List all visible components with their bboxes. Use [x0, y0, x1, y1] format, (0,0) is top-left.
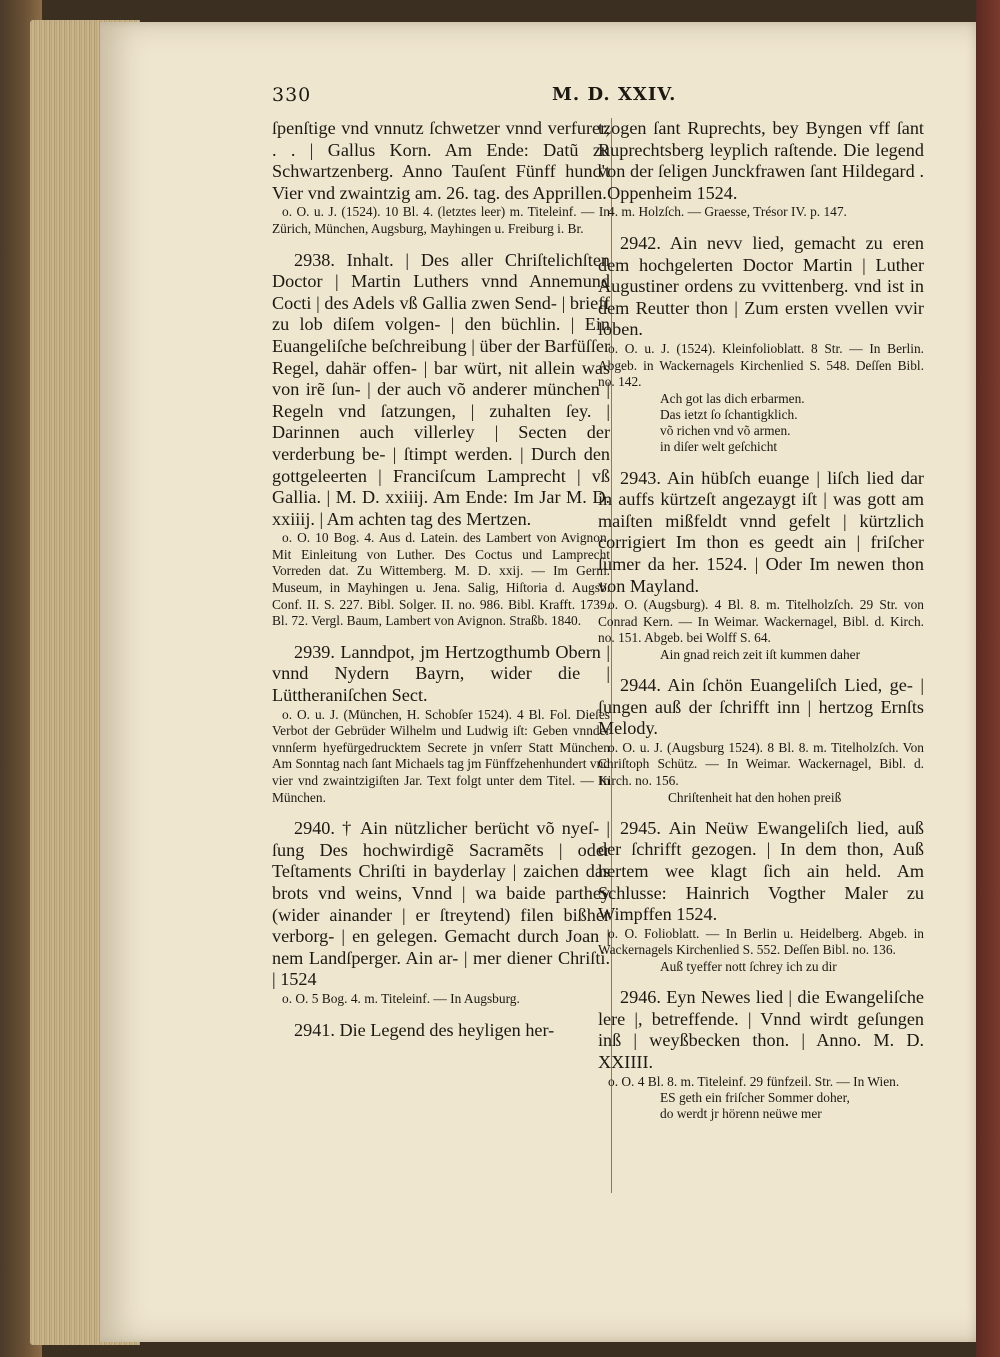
entry-text: 2940. † Ain nützlicher berücht võ nyeſ- | ſung Des hochwirdigẽ Sacramẽts | oder Teſtaments Chriſti in bayderlay | zaichen das brots vnd weins, Vnnd | wa baide parthey (wider ainander | er ſtreytend) filen bißher verborg- | en gelegen. Gemacht durch Joan | nem Landſperger. Ain ar- | mer diener Chriſti. | 1524 — [272, 818, 610, 990]
entry-2939 — [272, 642, 610, 806]
entry-continued-right — [598, 118, 924, 221]
page-number: 330 — [272, 84, 312, 106]
page-header — [272, 84, 962, 114]
entry-2941 — [272, 1020, 610, 1042]
entry-note: o. O. (Augsburg). 4 Bl. 8. m. Titelholzſch. 29 Str. von Conrad Kern. — In Weimar. Wackernagel, Bibl. d. Kirch. no. 151. Abgeb. bei Wolff S. 64. — [598, 597, 924, 646]
entry-note: o. O. 10 Bog. 4. Aus d. Latein. des Lambert von Avignon. Mit Einleitung von Luther. Des Coctus und Lamprecht Vorreden dat. Zu Wittemberg. M. D. xxij. — Im Germ. Museum, in Mayhingen u. Jena. Salig, Hiſtoria d. Augsb. Conf. II. S. 227. Bibl. Solger. II. no. 986. Bibl. Krafft. 1739. Bl. 72. Vergl. Baum, Lambert von Avignon. Straßb. 1840. — [272, 530, 610, 629]
entry-note: o. O. u. J. (1524). Kleinfolioblatt. 8 Str. — In Berlin. Abgeb. in Wackernagels Kirchenlied S. 548. Deſſen Bibl. no. 142. — [598, 340, 924, 390]
entry-note: o. O. u. J. (1524). 10 Bl. 4. (letztes leer) m. Titeleinf. — In Zürich, München, Augsburg, Mayhingen u. Freiburg i. Br. — [272, 204, 610, 236]
entry-text: tzogen ſant Ruprechts, bey Byngen vff ſant Ruprechtsberg leyplich raſtende. Die legend von der ſeligen Junckfrawen ſant Hildegard . . Oppenheim 1524. — [598, 118, 924, 203]
running-head: M. D. XXIV. — [552, 84, 677, 105]
entry-2946 — [598, 987, 924, 1122]
entry-2942 — [598, 233, 924, 456]
entry-note: 4. m. Holzſch. — Graesse, Trésor IV. p. 147. — [608, 204, 847, 220]
entry-text: 2938. Inhalt. | Des aller Chriſtelichſten Doctor | Martin Luthers vnnd Annemund Cocti | des Adels vß Gallia zwen Send- | brieff zu lob diſem volgen- | den büchlin. | Ein Euangeliſche beſchreibung | über der Barfüſſer Regel, dahär offen- | bar würt, nit allein was von irẽ ſun- | der auch võ anderer münchen | Regeln vnd ſatzungen, | zuhalten ſey. | Darinnen auch villerley | Secten der verderbung be- | ſtimpt werden. | Durch den gottgeleerten | Franciſcum Lamprecht | vß Gallia. | M. D. xxiiij. Am Ende: Im Jar M. D. xxiiij. | Am achten tag des Mertzen. — [272, 249, 610, 529]
entry-2943 — [598, 468, 924, 664]
entry-text: ſpenſtige vnd vnnutz ſchwetzer vnnd verfurer, . . | Gallus Korn. Am Ende: Datũ zu Schwartzenberg. Anno Tauſent Fünff hund't Vier vnd zwaintzig am. 26. tag. des Apprillen. — [272, 118, 610, 203]
verse-line: ES geth ein friſcher Sommer doher, — [660, 1090, 850, 1106]
verse-line: Ach got las dich erbarmen. — [660, 390, 805, 406]
entry-text: 2945. Ain Neüw Ewangeliſch lied, auß der ſchrifft gezogen. | In dem thon, Auß hertem wee klagt ſich ain held. Am Schlusse: Hainrich Vogther Maler zu Wimpffen 1524. — [598, 817, 924, 925]
entry-text: 2946. Eyn Newes lied | die Ewangeliſche lere |, betreffende. | Vnnd wirdt geſungen inß | weyßbecken thon. | Anno. M. D. XXIIII. — [598, 987, 924, 1072]
verse-line: Das ietzt ſo ſchantigklich. — [660, 406, 798, 422]
verse-line: võ richen vnd võ armen. — [660, 423, 791, 439]
entry-text: 2944. Ain ſchön Euangeliſch Lied, ge- | ſungen auß der ſchrifft inn | hertzog Ernſts Melody. — [598, 675, 924, 739]
entry-2940 — [272, 818, 610, 1007]
entry-note: o. O. 5 Bog. 4. m. Titeleinf. — In Augsburg. — [282, 990, 520, 1006]
verse-line: Ain gnad reich zeit iſt kummen daher — [660, 646, 861, 662]
entry-note: o. O. 4 Bl. 8. m. Titeleinf. 29 fünfzeil. Str. — In Wien. — [608, 1073, 900, 1089]
next-page-edge — [976, 0, 1000, 1357]
right-column — [598, 118, 924, 1135]
verse-line: Chriſtenheit hat den hohen preiß — [668, 789, 842, 805]
left-column — [272, 118, 610, 1053]
entry-2945 — [598, 818, 924, 975]
entry-continued-left — [272, 118, 610, 238]
verse-line: in diſer welt geſchicht — [660, 439, 778, 455]
entry-note: o. O. Folioblatt. — In Berlin u. Heidelberg. Abgeb. in Wackernagels Kirchenlied S. 552. Deſſen Bibl. no. 136. — [598, 925, 924, 958]
entry-text: 2941. Die Legend des heyligen her- — [294, 1019, 555, 1040]
entry-text: 2943. Ain hübſch euange | liſch lied dar in auffs kürtzeſt angezaygt iſt | was gott am maiſten mißfeldt vnnd gefelt | kürtzlich corrigiert Im thon es geedt ain | friſcher ſumer da her. 1524. | Oder Im newen thon von Mayland. — [598, 467, 924, 596]
entry-2944 — [598, 675, 924, 806]
verse-line: Auß tyeffer nott ſchrey ich zu dir — [660, 959, 837, 974]
entry-text: 2942. Ain nevv lied, gemacht zu eren dem hochgelerten Doctor Martin | Luther Augustiner ordens zu vvittenberg. vnd ist in dem Reutter thon | Zum ersten vvellen vvir loben. — [598, 232, 924, 340]
entry-note: o. O. u. J. (Augsburg 1524). 8 Bl. 8. m. Titelholzſch. Von Chriſtoph Schütz. — In Weimar. Wackernagel, Bibl. d. Kirch. no. 156. — [598, 739, 924, 789]
verse-line: do werdt jr hörenn neüwe mer — [660, 1106, 822, 1122]
entry-note: o. O. u. J. (München, H. Schobſer 1524). 4 Bl. Fol. Dieſes Verbot der Gebrüder Wilhelm und Ludwig iſt: Geben vnnder vnnſerm hyefürgedrucktem Secrete jn vnſerr Statt München Am Sonntag nach ſant Michaels tag jm Fünffzehenhundert vnd vier vnd zwaintzigiſten Jar. Text folgt unter dem Titel. — In München. — [272, 706, 610, 805]
entry-2938 — [272, 250, 610, 630]
entry-text: 2939. Lanndpot, jm Hertzogthumb Obern | vnnd Nydern Bayrn, wider die | Lüttheraniſchen Sect. — [272, 641, 610, 706]
